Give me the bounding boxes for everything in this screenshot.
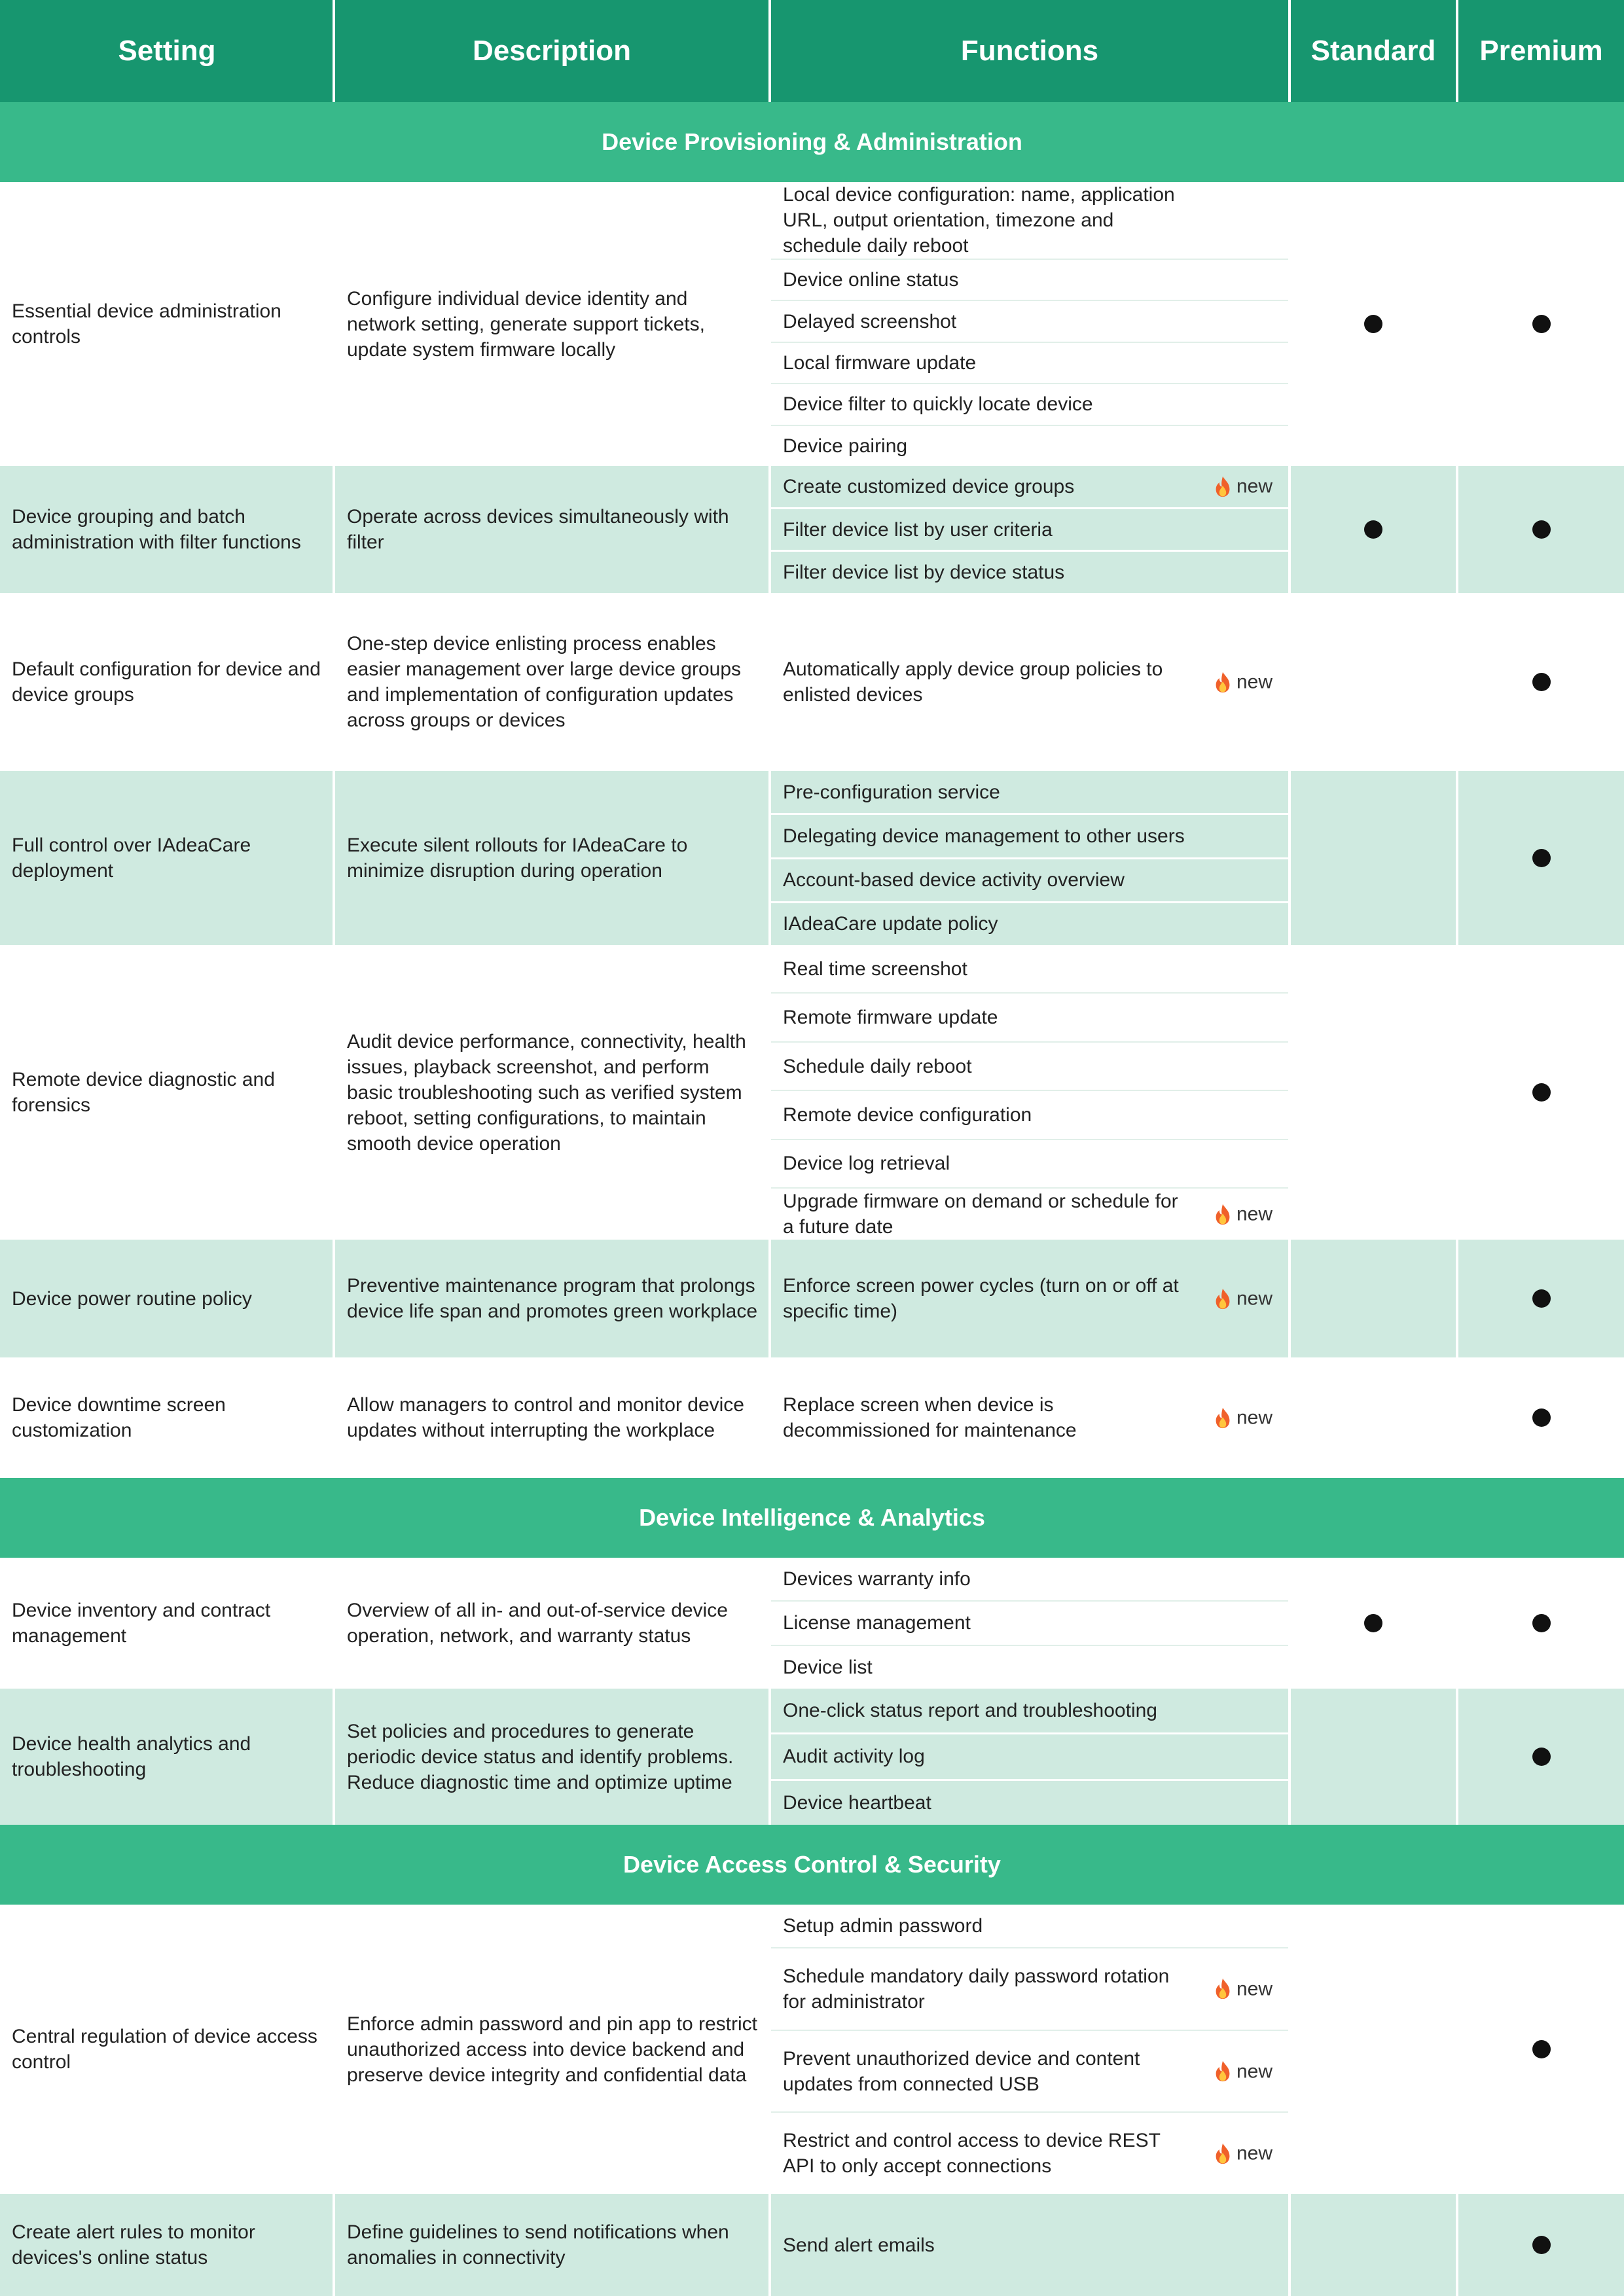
table-row [0,1357,1624,1478]
setting-text: Device downtime screen customization [12,1394,226,1441]
description-cell [335,945,768,1240]
setting-text: Essential device administration controls [12,300,281,348]
column-header-premium [1458,0,1624,102]
included-dot-icon [1532,2040,1551,2058]
function-text: Delegating device management to other users [783,825,1185,847]
function-text: Device online status [783,269,959,291]
function-item [771,593,1288,771]
function-item [771,1734,1288,1780]
new-label: new [1236,475,1272,497]
new-badge [1214,670,1272,695]
section-title: Device Access Control & Security [623,1851,1001,1878]
table-row [0,2194,1624,2296]
new-label: new [1236,1978,1272,2000]
section-band-intelligence [0,1478,1624,1558]
description-text: Operate across devices simultaneously with filter [347,506,729,553]
fire-icon [1214,2060,1231,2083]
column-header-standard [1291,0,1456,102]
premium-cell [1458,2194,1624,2296]
premium-cell [1458,1357,1624,1478]
fire-icon [1214,1978,1231,2000]
setting-cell [0,466,334,593]
function-text: Filter device list by user criteria [783,518,1053,541]
function-text: Local firmware update [783,352,977,374]
function-item [771,1689,1288,1734]
function-text: Remote firmware update [783,1007,998,1029]
function-text: Schedule mandatory daily password rotation for administrator [783,1965,1170,2013]
function-text: IAdeaCare update policy [783,913,998,935]
included-dot-icon [1532,1083,1551,1102]
included-dot-icon [1364,520,1382,539]
description-cell [335,1240,768,1357]
header-description-label: Description [472,35,632,67]
setting-cell [0,1905,334,2194]
description-cell [335,1558,768,1689]
functions-cell [771,182,1288,466]
function-item [771,1043,1288,1091]
function-text: Audit activity log [783,1746,925,1768]
included-dot-icon [1532,1289,1551,1308]
header-premium-label: Premium [1479,35,1603,67]
function-item [771,1948,1288,2031]
included-dot-icon [1532,1408,1551,1427]
setting-cell [0,1558,334,1689]
function-item [771,426,1288,466]
new-badge [1214,474,1272,499]
description-text: Set policies and procedures to generate periodic device status and identify problems. Reduce diagnostic time and optimize uptime [347,1720,734,1793]
fire-icon [1214,1407,1231,1429]
column-header-setting [0,0,334,102]
function-item [771,903,1288,945]
new-label: new [1236,1407,1272,1429]
description-text: Define guidelines to send notifications when anomalies in connectivity [347,2221,729,2269]
setting-text: Device power routine policy [12,1287,252,1310]
function-item [771,815,1288,859]
description-text: One-step device enlisting process enables easier management over large device groups and implementation of configuration updates across groups or devices [347,633,742,731]
function-text: License management [783,1612,971,1634]
function-item [771,509,1288,552]
setting-cell [0,945,334,1240]
header-functions-label: Functions [960,35,1099,67]
function-text: Upgrade firmware on demand or schedule for a future date [783,1191,1178,1238]
functions-cell [771,771,1288,945]
function-item [771,466,1288,509]
function-text: Replace screen when device is decommissioned for maintenance [783,1394,1077,1441]
setting-text: Remote device diagnostic and forensics [12,1069,275,1116]
setting-text: Device inventory and contract management [12,1600,271,1647]
table-row [0,182,1624,466]
setting-cell [0,771,334,945]
setting-cell [0,2194,334,2296]
setting-text: Device health analytics and troubleshooting [12,1733,251,1780]
standard-cell [1291,1905,1456,2194]
premium-cell [1458,1689,1624,1825]
new-label: new [1236,2142,1272,2164]
function-text: Device heartbeat [783,1791,931,1814]
table-row [0,945,1624,1240]
column-header-functions [771,0,1288,102]
premium-cell [1458,1558,1624,1689]
premium-cell [1458,466,1624,593]
setting-cell [0,1357,334,1478]
function-item [771,1189,1288,1240]
premium-cell [1458,1905,1624,2194]
standard-cell [1291,466,1456,593]
functions-cell [771,466,1288,593]
function-item [771,859,1288,903]
function-text: Device log retrieval [783,1153,950,1175]
section-band-access-control [0,1825,1624,1905]
description-text: Allow managers to control and monitor device updates without interrupting the workplace [347,1394,744,1441]
function-item [771,945,1288,994]
functions-cell [771,1558,1288,1689]
included-dot-icon [1364,315,1382,333]
function-item [771,2113,1288,2194]
premium-cell [1458,593,1624,771]
function-item [771,2194,1288,2296]
functions-cell [771,1905,1288,2194]
new-label: new [1236,2060,1272,2083]
setting-text: Create alert rules to monitor devices's online status [12,2221,255,2269]
setting-cell [0,182,334,466]
function-item [771,260,1288,301]
new-badge [1214,1976,1272,2001]
function-text: Enforce screen power cycles (turn on or off at specific time) [783,1275,1179,1322]
function-text: Device filter to quickly locate device [783,393,1093,416]
new-label: new [1236,671,1272,693]
function-text: Automatically apply device group policies to enlisted devices [783,658,1163,706]
description-text: Preventive maintenance program that prolongs device life span and promotes green workplace [347,1275,758,1322]
premium-cell [1458,182,1624,466]
table-row [0,1689,1624,1825]
included-dot-icon [1532,315,1551,333]
function-text: Account-based device activity overview [783,869,1125,891]
setting-cell [0,593,334,771]
setting-text: Default configuration for device and device groups [12,658,321,706]
setting-text: Full control over IAdeaCare deployment [12,834,251,882]
table-row [0,593,1624,771]
new-badge [1214,2058,1272,2084]
standard-cell [1291,945,1456,1240]
description-cell [335,1357,768,1478]
function-item [771,1781,1288,1825]
functions-cell [771,1240,1288,1357]
function-text: Remote device configuration [783,1103,1032,1126]
function-text: Send alert emails [783,2234,935,2256]
setting-cell [0,1240,334,1357]
description-text: Enforce admin password and pin app to restrict unauthorized access into device backend and preserve device integrity and confidential data [347,2013,757,2086]
description-text: Configure individual device identity and network setting, generate support tickets, update system firmware locally [347,287,705,361]
function-text: Device pairing [783,435,908,457]
section-band-provisioning [0,102,1624,182]
function-text: Prevent unauthorized device and content updates from connected USB [783,2047,1140,2095]
new-badge [1214,1202,1272,1227]
function-text: Pre-configuration service [783,781,1000,803]
header-standard-label: Standard [1310,35,1436,67]
premium-cell [1458,771,1624,945]
table-row [0,1240,1624,1357]
new-label: new [1236,1203,1272,1225]
function-text: Delayed screenshot [783,310,957,332]
function-item [771,1357,1288,1478]
included-dot-icon [1532,673,1551,691]
description-cell [335,593,768,771]
table-row [0,1905,1624,2194]
function-item [771,384,1288,425]
standard-cell [1291,2194,1456,2296]
new-label: new [1236,1287,1272,1310]
function-item [771,1558,1288,1602]
new-badge [1214,1405,1272,1431]
standard-cell [1291,1357,1456,1478]
standard-cell [1291,1689,1456,1825]
description-cell [335,182,768,466]
table-row [0,771,1624,945]
function-text: Device list [783,1656,873,1678]
fire-icon [1214,671,1231,693]
included-dot-icon [1364,1614,1382,1632]
setting-cell [0,1689,334,1825]
function-text: Local device configuration: name, application URL, output orientation, timezone and schedule daily reboot [783,184,1175,257]
included-dot-icon [1532,1614,1551,1632]
function-text: Real time screenshot [783,958,967,980]
description-cell [335,1689,768,1825]
function-item [771,1602,1288,1645]
included-dot-icon [1532,2236,1551,2254]
functions-cell [771,945,1288,1240]
premium-cell [1458,945,1624,1240]
section-title: Device Intelligence & Analytics [639,1504,985,1531]
function-text: Create customized device groups [783,475,1075,497]
description-cell [335,2194,768,2296]
header-setting-label: Setting [118,35,216,67]
function-item [771,1905,1288,1948]
functions-cell [771,1357,1288,1478]
table-row [0,466,1624,593]
function-text: Setup admin password [783,1915,983,1937]
function-item [771,301,1288,342]
included-dot-icon [1532,849,1551,867]
function-text: Restrict and control access to device REST API to only accept connections [783,2130,1161,2178]
standard-cell [1291,1240,1456,1357]
function-item [771,2031,1288,2113]
table-row [0,1558,1624,1689]
function-text: Schedule daily reboot [783,1055,972,1077]
fire-icon [1214,2142,1231,2164]
function-item [771,1240,1288,1357]
description-text: Overview of all in- and out-of-service device operation, network, and warranty status [347,1600,728,1647]
standard-cell [1291,1558,1456,1689]
fire-icon [1214,1287,1231,1310]
fire-icon [1214,475,1231,497]
function-item [771,994,1288,1042]
new-badge [1214,1286,1272,1312]
function-item [771,1091,1288,1139]
section-title: Device Provisioning & Administration [602,128,1022,155]
function-item [771,182,1288,260]
setting-text: Device grouping and batch administration with filter functions [12,506,301,553]
new-badge [1214,2141,1272,2166]
included-dot-icon [1532,520,1551,539]
description-cell [335,1905,768,2194]
function-item [771,343,1288,384]
description-cell [335,466,768,593]
premium-cell [1458,1240,1624,1357]
standard-cell [1291,182,1456,466]
function-item [771,1646,1288,1689]
column-header-description [335,0,768,102]
function-text: Filter device list by device status [783,562,1065,584]
functions-cell [771,1689,1288,1825]
functions-cell [771,593,1288,771]
included-dot-icon [1532,1748,1551,1766]
function-item [771,771,1288,815]
functions-cell [771,2194,1288,2296]
description-text: Execute silent rollouts for IAdeaCare to minimize disruption during operation [347,834,688,882]
function-text: Devices warranty info [783,1568,971,1590]
description-text: Audit device performance, connectivity, health issues, playback screenshot, and perform basic troubleshooting such as verified system reboot, setting configurations, to maintain smooth device operation [347,1030,746,1155]
standard-cell [1291,771,1456,945]
standard-cell [1291,593,1456,771]
function-item [771,552,1288,593]
fire-icon [1214,1203,1231,1225]
function-text: One-click status report and troubleshooting [783,1700,1157,1722]
setting-text: Central regulation of device access control [12,2026,317,2073]
description-cell [335,771,768,945]
function-item [771,1140,1288,1189]
